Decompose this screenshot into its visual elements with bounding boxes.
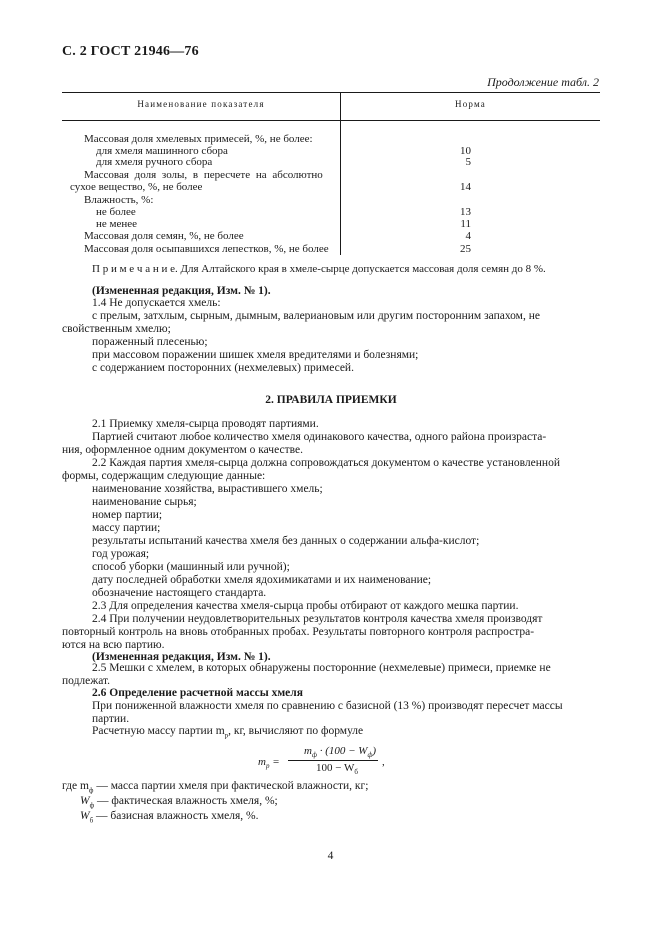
paragraph: Партией считают любое количество хмеля одинакового качества, одного района произраста- bbox=[92, 431, 547, 443]
amendment-note: (Измененная редакция, Изм. № 1). bbox=[92, 285, 271, 297]
paragraph: 1.4 Не допускается хмель: bbox=[92, 297, 221, 309]
list-item: результаты испытаний качества хмеля без данных о содержании альфа-кислот; bbox=[92, 535, 480, 547]
definition: $W_ф$ — фактическая влажность хмеля, %; bbox=[80, 795, 278, 810]
row-name: не менее bbox=[96, 218, 138, 230]
paragraph: 2.5 Мешки с хмелем, в которых обнаружены посторонние (нехмелевые) примеси, приемке не bbox=[92, 662, 551, 674]
table-header-rule bbox=[62, 120, 600, 121]
formula-denominator: $100 - W_б$ bbox=[316, 762, 358, 777]
row-name: Массовая доля осыпавшихся лепестков, %, не более bbox=[84, 243, 329, 255]
row-value: 25 bbox=[460, 243, 471, 255]
paragraph: при массовом поражении шишек хмеля вредителями и болезнями; bbox=[92, 349, 419, 361]
list-item: наименование хозяйства, вырастившего хмель; bbox=[92, 483, 323, 495]
row-name: Массовая доля хмелевых примесей, %, не более: bbox=[84, 133, 313, 145]
paragraph: 2.3 Для определения качества хмеля-сырца пробы отбирают от каждого мешка партии. bbox=[92, 600, 519, 612]
document-header: С. 2 ГОСТ 21946—76 bbox=[62, 44, 199, 59]
row-name: для хмеля машинного сбора bbox=[96, 145, 228, 157]
amendment-note: (Измененная редакция, Изм. № 1). bbox=[92, 651, 271, 663]
paragraph: 2.2 Каждая партия хмеля-сырца должна сопровождаться документом о качестве установленной bbox=[92, 457, 560, 469]
row-name: Массовая доля семян, %, не более bbox=[84, 230, 244, 242]
list-item: номер партии; bbox=[92, 509, 163, 521]
list-item: способ уборки (машинный или ручной); bbox=[92, 561, 290, 573]
paragraph: свойственным хмелю; bbox=[62, 323, 171, 335]
paragraph: При пониженной влажности хмеля по сравнению с базисной (13 %) производят пересчет массы bbox=[92, 700, 563, 712]
row-name: Влажность, %: bbox=[84, 194, 154, 206]
formula-comma: , bbox=[382, 756, 385, 768]
row-value: 14 bbox=[460, 181, 471, 193]
table-row bbox=[62, 206, 600, 218]
section-heading: 2. ПРАВИЛА ПРИЕМКИ bbox=[265, 394, 397, 406]
row-name: сухое вещество, %, не более bbox=[70, 181, 203, 193]
table-row bbox=[62, 243, 600, 255]
subsection-heading: 2.6 Определение расчетной массы хмеля bbox=[92, 687, 303, 699]
table-body-divider bbox=[340, 120, 341, 255]
row-name: не более bbox=[96, 206, 136, 218]
paragraph: ются на всю партию. bbox=[62, 639, 165, 651]
table-top-rule bbox=[62, 92, 600, 93]
definition: где $m_ф$ — масса партии хмеля при фактической влажности, кг; bbox=[62, 780, 369, 795]
row-name: для хмеля ручного сбора bbox=[96, 156, 213, 168]
paragraph: с содержанием посторонних (нехмелевых) примесей. bbox=[92, 362, 354, 374]
paragraph: Расчетную массу партии $m_р$, кг, вычисляют по формуле bbox=[92, 725, 364, 740]
paragraph: ния, оформленное одним документом о качестве. bbox=[62, 444, 303, 456]
row-value: 11 bbox=[460, 218, 471, 230]
list-item: год урожая; bbox=[92, 548, 150, 560]
table-row bbox=[62, 169, 600, 181]
paragraph: повторный контроль на вновь отобранных пробах. Результаты повторного контроля распростра- bbox=[62, 626, 535, 638]
definition: $W_б$ — базисная влажность хмеля, %. bbox=[80, 810, 259, 825]
paragraph: пораженный плесенью; bbox=[92, 336, 208, 348]
paragraph: формы, содержащим следующие данные: bbox=[62, 470, 266, 482]
row-value: 13 bbox=[460, 206, 471, 218]
formula-numerator: $m_ф \cdot (100 - W_ф)$ bbox=[304, 745, 377, 760]
row-value: 10 bbox=[460, 145, 471, 157]
row-value: 5 bbox=[465, 156, 471, 168]
column-header-norm: Норма bbox=[455, 99, 486, 109]
formula-fraction-bar bbox=[288, 760, 378, 761]
table-note: П р и м е ч а н и е. Для Алтайского края в хмеле-сырце допускается массовая доля семян до 8 %. bbox=[92, 263, 546, 275]
mass-formula bbox=[258, 745, 388, 779]
formula-lhs: $m_р$ = bbox=[258, 756, 280, 771]
table-row bbox=[62, 194, 600, 206]
list-item: обозначение настоящего стандарта. bbox=[92, 587, 267, 599]
table-row bbox=[62, 133, 600, 145]
paragraph: 2.4 При получении неудовлетворительных результатов контроля качества хмеля производят bbox=[92, 613, 543, 625]
list-item: массу партии; bbox=[92, 522, 161, 534]
table-continuation-label: Продолжение табл. 2 bbox=[487, 75, 599, 89]
table-row bbox=[62, 181, 600, 193]
paragraph: партии. bbox=[92, 713, 130, 725]
list-item: дату последней обработки хмеля ядохимикатами и их наименование; bbox=[92, 574, 432, 586]
column-header-name: Наименование показателя bbox=[137, 99, 265, 109]
page-number: 4 bbox=[327, 850, 334, 862]
paragraph: 2.1 Приемку хмеля-сырца проводят партиями. bbox=[92, 418, 319, 430]
table-row bbox=[62, 218, 600, 230]
table-row bbox=[62, 156, 600, 168]
row-name: Массовая доля золы, в пересчете на абсолютно bbox=[84, 169, 323, 181]
row-value: 4 bbox=[465, 230, 471, 242]
table-row bbox=[62, 230, 600, 242]
paragraph: с прелым, затхлым, сырным, дымным, валериановым или другим посторонним запахом, не bbox=[92, 310, 540, 322]
paragraph: подлежат. bbox=[62, 675, 111, 687]
list-item: наименование сырья; bbox=[92, 496, 197, 508]
